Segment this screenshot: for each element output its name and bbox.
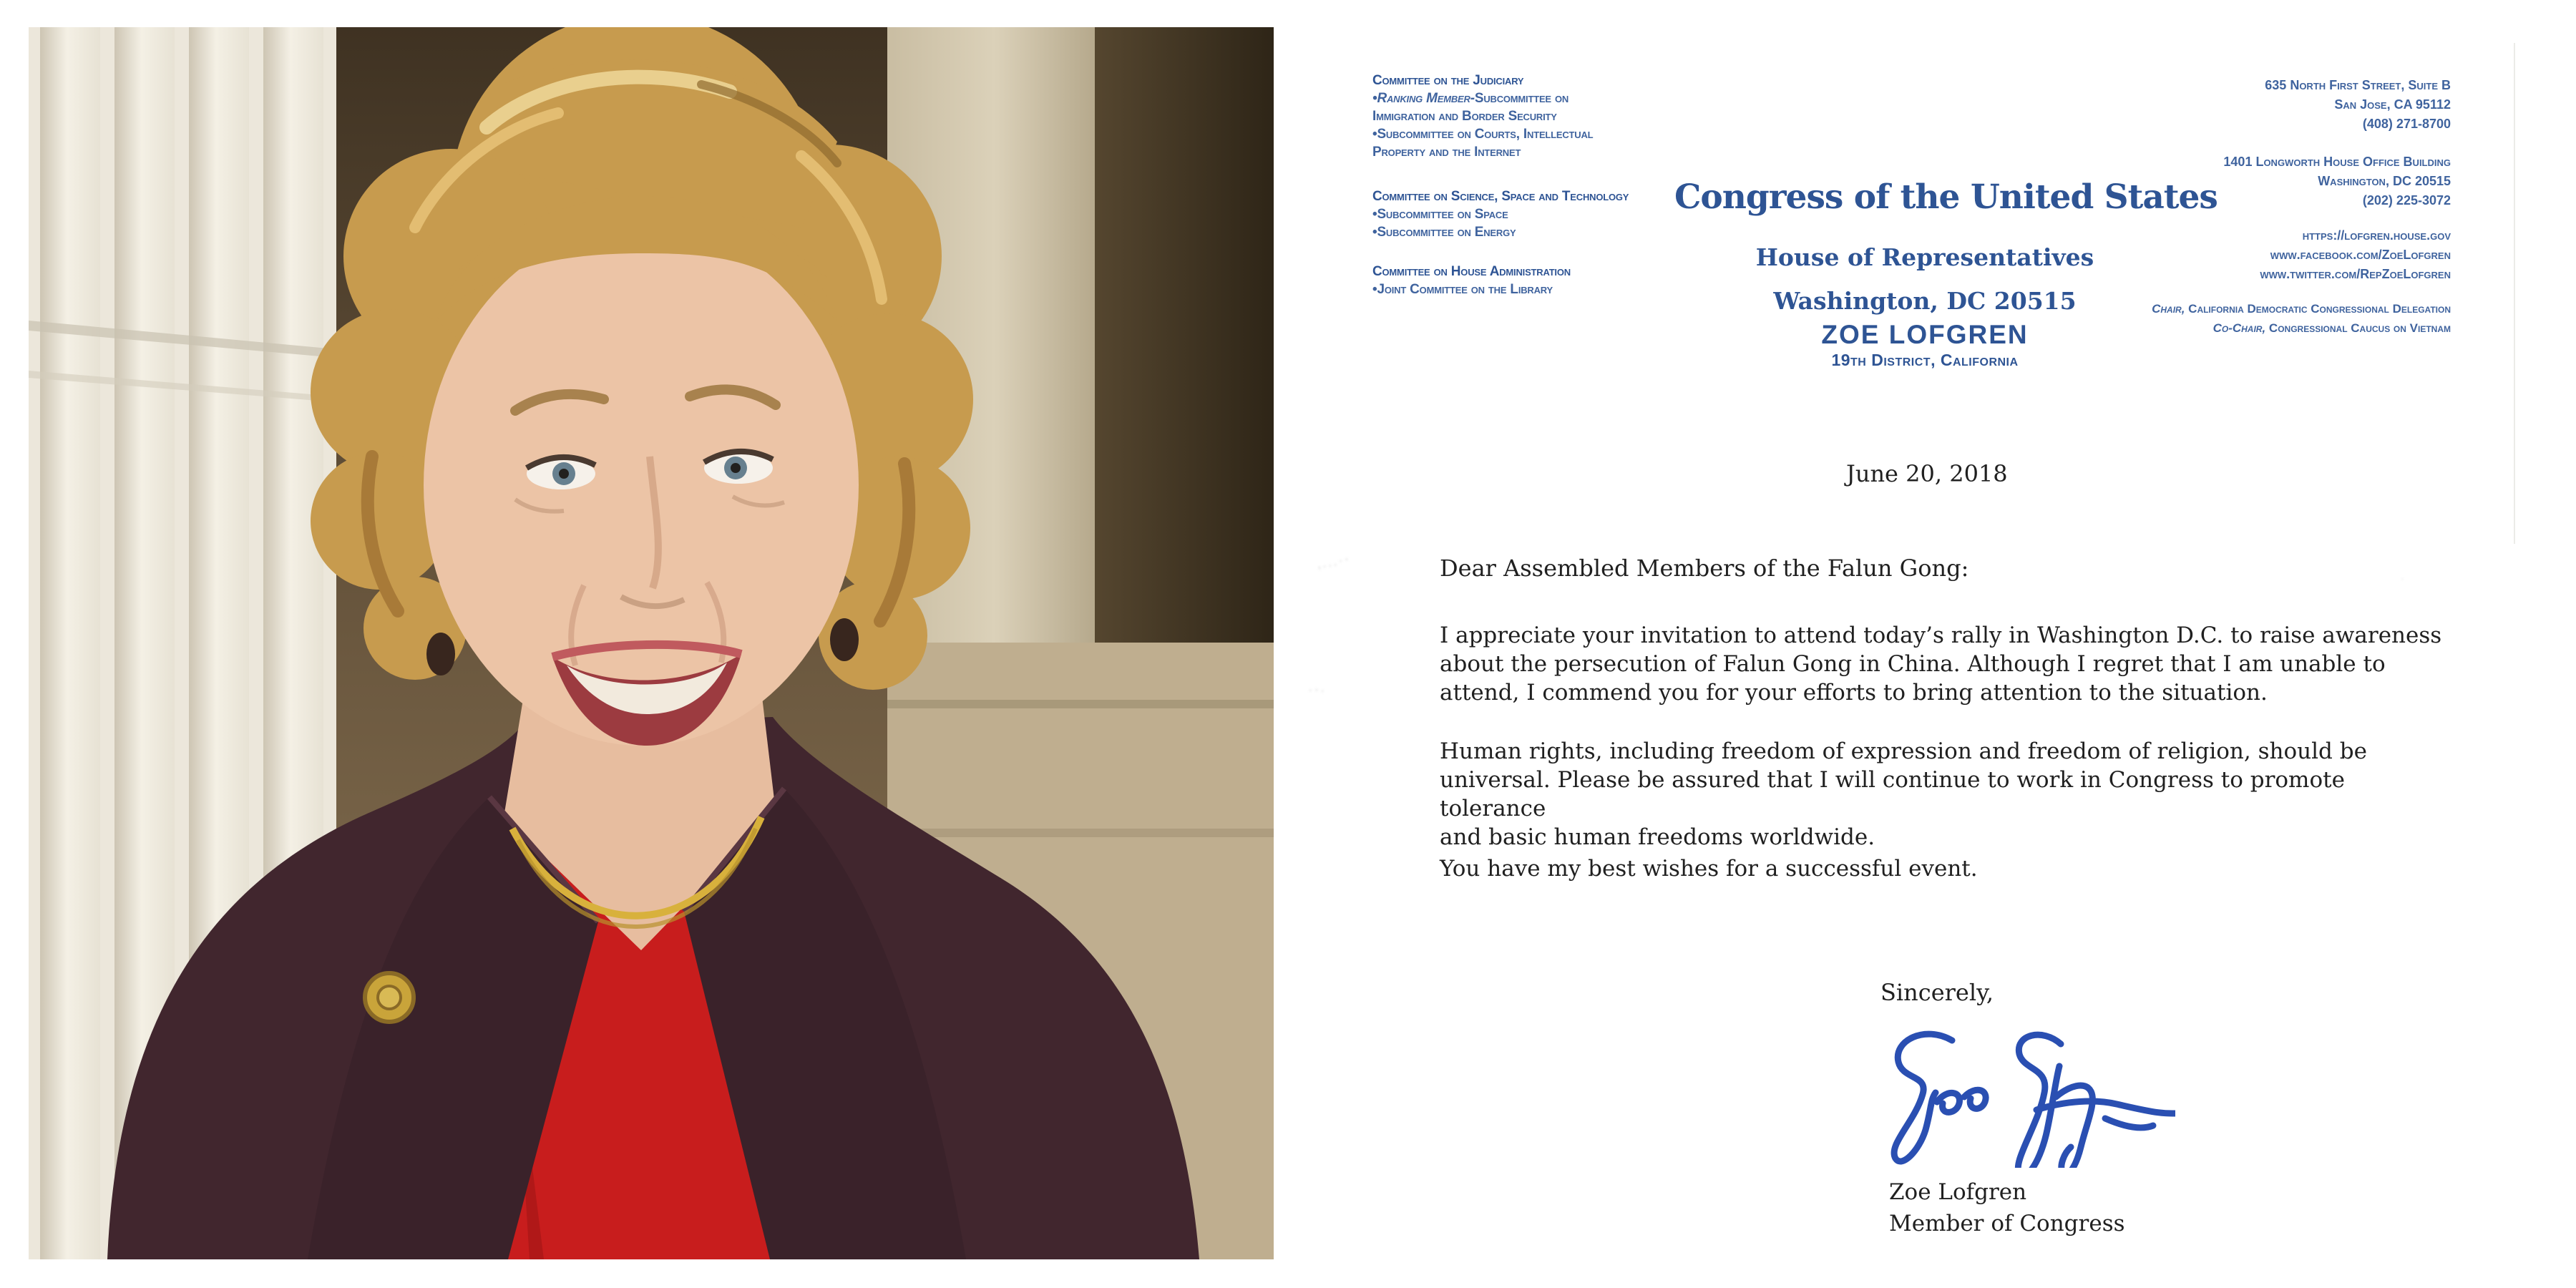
district-office-address — [2265, 76, 2451, 134]
dc-office-address — [2223, 152, 2451, 210]
role-text: Congressional Caucus on Vietnam — [2265, 321, 2451, 335]
signature-image — [1868, 1025, 2175, 1168]
body-line: You have my best wishes for a successful event. — [1440, 856, 1978, 882]
signature-strokes — [1868, 1025, 2175, 1168]
website-url: https://lofgren.house.gov — [2302, 228, 2451, 243]
left-eye — [527, 457, 595, 489]
address-line: 1401 Longworth House Office Building — [2223, 155, 2451, 169]
committee-line — [1372, 125, 1593, 143]
member-district: 19th District, California — [1831, 351, 2019, 369]
salutation: Dear Assembled Members of the Falun Gong: — [1440, 555, 1969, 582]
committee-line-em: •Ranking Member- — [1372, 91, 1475, 106]
paragraph-2 — [1440, 737, 2456, 852]
committee-title: Committee on Science, Space and Technology — [1372, 189, 1629, 204]
signature-title: Member of Congress — [1889, 1211, 2125, 1236]
face — [424, 196, 859, 746]
committee-line-text: •Subcommittee on Energy — [1372, 225, 1516, 240]
paragraph-3 — [1440, 854, 2456, 883]
leadership-roles — [2152, 299, 2451, 338]
committee-title: Committee on the Judiciary — [1372, 73, 1524, 88]
committee-line — [1372, 107, 1593, 125]
committee-line-text: •Subcommittee on Courts, Intellectual — [1372, 127, 1594, 142]
scan-artifact: · — [2401, 572, 2406, 584]
committee-line — [1372, 89, 1593, 107]
scan-artifact: ·⋅· — [1307, 682, 1327, 699]
facebook-url: www.facebook.com/ZoeLofgren — [2270, 248, 2451, 262]
member-name: ZOE LOFGREN — [1821, 320, 2029, 349]
letter-page — [1288, 0, 2576, 1288]
right-earring — [830, 618, 859, 661]
committee-group — [1372, 187, 1629, 241]
body-line: and basic human freedoms worldwide. — [1440, 824, 1875, 850]
role-text: California Democratic Congressional Delegation — [2185, 302, 2451, 316]
masthead-house: House of Representatives — [1755, 243, 2094, 271]
portrait-photo — [29, 27, 1274, 1259]
committee-line — [1372, 205, 1629, 223]
scan-line-artifact — [2514, 43, 2515, 544]
role-line — [2152, 299, 2451, 318]
committee-group — [1372, 72, 1593, 161]
committee-line — [1372, 143, 1593, 161]
address-line: San Jose, CA 95112 — [2334, 97, 2451, 112]
body-line: I appreciate your invitation to attend today’s rally in Washington D.C. to raise awareness — [1440, 623, 2442, 648]
masthead-congress: Congress of the United States — [1674, 177, 2218, 217]
committee-title: Committee on House Administration — [1372, 264, 1571, 279]
body-line: universal. Please be assured that I will continue to work in Congress to promote tolerance — [1440, 767, 2345, 821]
address-line: (408) 271-8700 — [2362, 117, 2451, 131]
committee-line-text: Property and the Internet — [1372, 145, 1521, 160]
body-line: Human rights, including freedom of expression and freedom of religion, should be — [1440, 738, 2367, 764]
closing: Sincerely, — [1880, 979, 1994, 1006]
letter-date: June 20, 2018 — [1846, 460, 2008, 487]
committee-line-text: Subcommittee on — [1474, 91, 1569, 106]
scan-artifact: ,...·⋅ — [1315, 551, 1352, 572]
committee-line-text: •Subcommittee on Space — [1372, 207, 1508, 222]
role-em: Co-Chair, — [2212, 321, 2266, 335]
committee-line — [1372, 280, 1571, 298]
left-earring — [426, 633, 455, 675]
role-em: Chair, — [2152, 302, 2185, 316]
right-eye — [704, 452, 773, 484]
paragraph-1 — [1440, 621, 2456, 707]
committee-line — [1372, 223, 1629, 241]
web-addresses — [2260, 226, 2451, 284]
portrait-illustration — [29, 27, 1274, 1259]
committee-line-text: Immigration and Border Security — [1372, 109, 1557, 124]
committee-line-text: •Joint Committee on the Library — [1372, 282, 1553, 297]
role-line — [2152, 318, 2451, 338]
committee-group — [1372, 263, 1571, 298]
lapel-pin — [365, 973, 414, 1022]
twitter-url: www.twitter.com/RepZoeLofgren — [2260, 267, 2451, 281]
body-line: attend, I commend you for your efforts to bring attention to the situation. — [1440, 680, 2268, 706]
address-line: (202) 225-3072 — [2362, 193, 2451, 208]
address-line: 635 North First Street, Suite B — [2265, 78, 2451, 92]
signature-name: Zoe Lofgren — [1889, 1179, 2027, 1205]
address-line: Washington, DC 20515 — [2318, 174, 2451, 188]
masthead-city: Washington, DC 20515 — [1773, 287, 2077, 315]
body-line: about the persecution of Falun Gong in China. Although I regret that I am unable to — [1440, 651, 2386, 677]
